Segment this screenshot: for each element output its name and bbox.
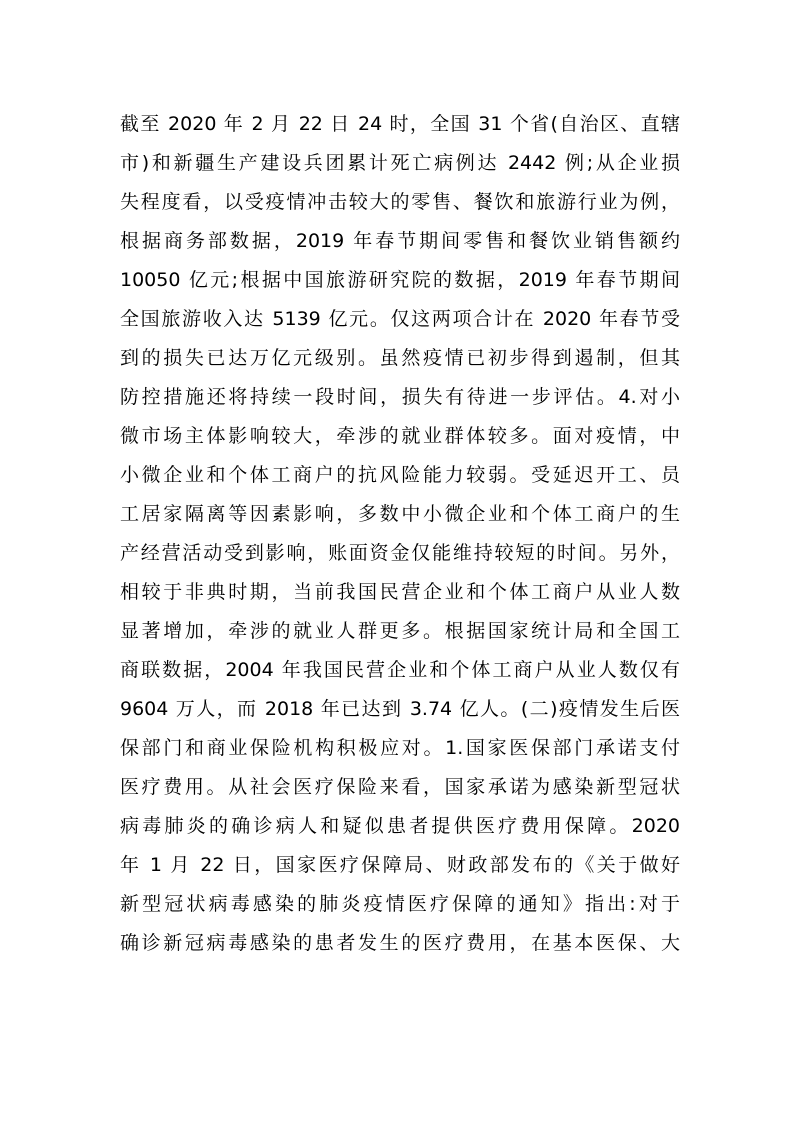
text-line: 截至 2020 年 2 月 22 日 24 时，全国 31 个省(自治区、直辖 bbox=[120, 113, 680, 135]
text-line: 商联数据，2004 年我国民营企业和个体工商户从业人数仅有 bbox=[120, 659, 680, 681]
text-line: 10050 亿元;根据中国旅游研究院的数据，2019 年春节期间 bbox=[120, 269, 680, 291]
text-line: 根据商务部数据，2019 年春节期间零售和餐饮业销售额约 bbox=[120, 230, 680, 252]
text-line: 显著增加，牵涉的就业人群更多。根据国家统计局和全国工 bbox=[120, 620, 680, 642]
text-line: 病毒肺炎的确诊病人和疑似患者提供医疗费用保障。2020 bbox=[120, 815, 680, 837]
text-line: 全国旅游收入达 5139 亿元。仅这两项合计在 2020 年春节受 bbox=[120, 308, 680, 330]
text-line: 微市场主体影响较大，牵涉的就业群体较多。面对疫情，中 bbox=[120, 425, 680, 447]
body-text bbox=[120, 105, 680, 963]
text-line: 9604 万人，而 2018 年已达到 3.74 亿人。(二)疫情发生后医 bbox=[120, 698, 680, 720]
text-line: 确诊新冠病毒感染的患者发生的医疗费用，在基本医保、大 bbox=[120, 932, 680, 954]
text-line: 保部门和商业保险机构积极应对。1.国家医保部门承诺支付 bbox=[120, 737, 680, 759]
text-line: 工居家隔离等因素影响，多数中小微企业和个体工商户的生 bbox=[120, 503, 680, 525]
text-line: 小微企业和个体工商户的抗风险能力较弱。受延迟开工、员 bbox=[120, 464, 680, 486]
text-line: 失程度看，以受疫情冲击较大的零售、餐饮和旅游行业为例， bbox=[120, 191, 680, 213]
text-line: 新型冠状病毒感染的肺炎疫情医疗保障的通知》指出:对于 bbox=[120, 893, 680, 915]
text-line: 年 1 月 22 日，国家医疗保障局、财政部发布的《关于做好 bbox=[120, 854, 680, 876]
text-line: 到的损失已达万亿元级别。虽然疫情已初步得到遏制，但其 bbox=[120, 347, 680, 369]
text-line: 产经营活动受到影响，账面资金仅能维持较短的时间。另外， bbox=[120, 542, 680, 564]
text-line: 相较于非典时期，当前我国民营企业和个体工商户从业人数 bbox=[120, 581, 680, 603]
text-line: 市)和新疆生产建设兵团累计死亡病例达 2442 例;从企业损 bbox=[120, 152, 680, 174]
text-line: 医疗费用。从社会医疗保险来看，国家承诺为感染新型冠状 bbox=[120, 776, 680, 798]
text-line: 防控措施还将持续一段时间，损失有待进一步评估。4.对小 bbox=[120, 386, 680, 408]
